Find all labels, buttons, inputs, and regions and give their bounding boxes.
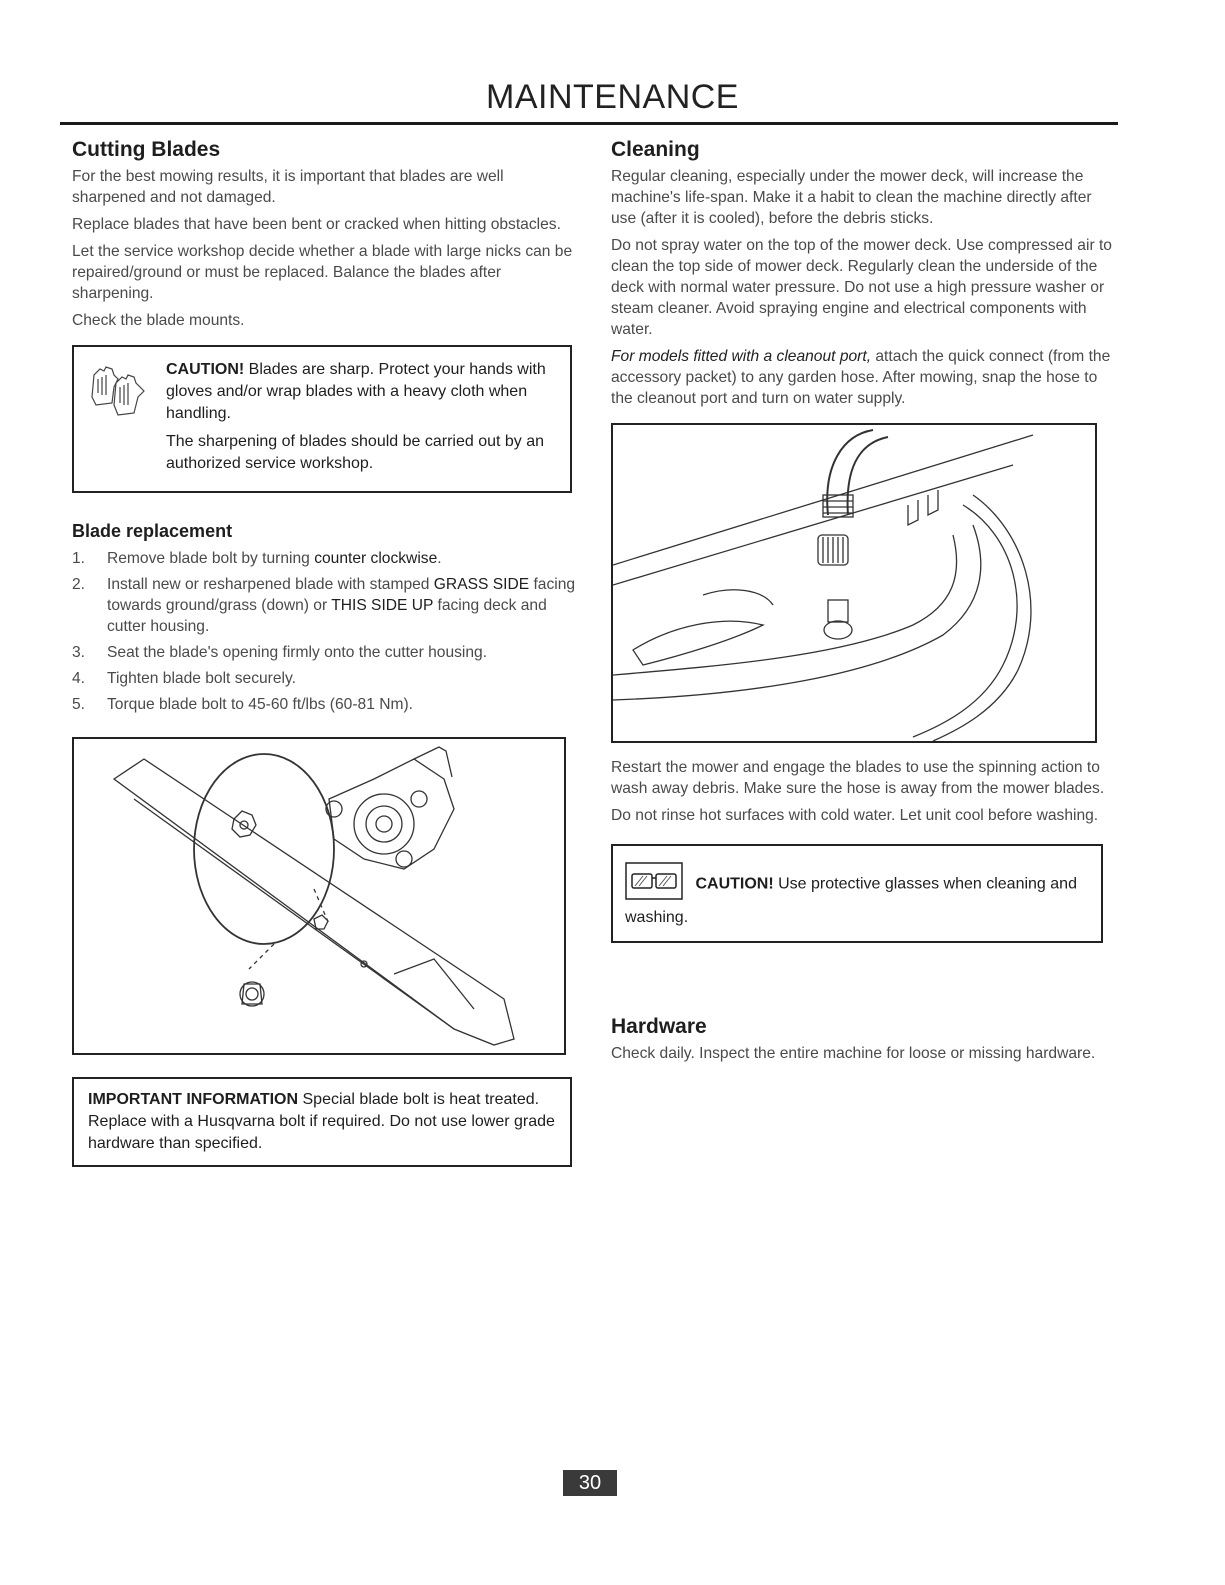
title-rule xyxy=(60,122,1118,125)
rinse-para: Do not rinse hot surfaces with cold water. Let unit cool before washing. xyxy=(611,807,1099,824)
page-number: 30 xyxy=(563,1470,617,1496)
cleanout-port-illustration xyxy=(611,423,1097,743)
important-label: IMPORTANT INFORMATION xyxy=(88,1091,299,1108)
glasses-caution-text: Use protective glasses when cleaning and washing. xyxy=(625,875,1077,926)
glasses-caution-box xyxy=(611,844,1103,943)
blade-replacement-steps xyxy=(72,548,577,715)
right-column xyxy=(611,138,1116,1070)
glasses-caution-label: CAUTION! xyxy=(695,875,774,893)
sharpening-note: The sharpening of blades should be carried out by an authorized service workshop. xyxy=(166,433,545,472)
gloves-caution-text: Blades are sharp. Protect your hands with gloves and/or wrap blades with a heavy cloth when handling. xyxy=(166,361,546,422)
cleanout-port-para xyxy=(611,346,1116,409)
cutting-blades-para-3: Let the service workshop decide whether a blade with large nicks can be repaired/ground or must be replaced. Balance the blades after sharpening. xyxy=(72,243,573,302)
cutting-blades-para-4: Check the blade mounts. xyxy=(72,312,245,329)
gloves-icon xyxy=(84,357,154,427)
cleaning-para-2: Do not spray water on the top of the mower deck. Use compressed air to clean the top side of mower deck. Regularly clean the underside of the deck with normal water pressure. Do not use a high pressure washer or steam cleaner. Avoid spraying engine and electrical components with water. xyxy=(611,237,1112,338)
cleanout-port-text: attach the quick connect (from the accessory packet) to any garden hose. After mowing, snap the hose to the cleanout port and turn on water supply. xyxy=(611,348,1111,407)
blade-assembly-illustration xyxy=(72,737,566,1055)
hardware-text: Check daily. Inspect the entire machine for loose or missing hardware. xyxy=(611,1045,1096,1062)
restart-para: Restart the mower and engage the blades to use the spinning action to wash away debris. Make sure the hose is away from the mower blades. xyxy=(611,759,1105,797)
gloves-caution-label: CAUTION! xyxy=(166,361,245,378)
cleaning-heading: Cleaning xyxy=(611,138,700,161)
cleanout-port-lead: For models fitted with a cleanout port, xyxy=(611,348,872,365)
cutting-blades-para-2: Replace blades that have been bent or cracked when hitting obstacles. xyxy=(72,216,561,233)
cleaning-para-1: Regular cleaning, especially under the mower deck, will increase the machine's life-span. Make it a habit to clean the machine directly after use (after it is cooled), before the debris sticks. xyxy=(611,168,1092,227)
step-item: 2. Install new or resharpened blade with stamped GRASS SIDE facing towards ground/grass (down) or THIS SIDE UP facing deck and cutter housing. xyxy=(72,576,576,635)
step-item: 3. Seat the blade's opening firmly onto the cutter housing. xyxy=(72,644,488,661)
hardware-heading: Hardware xyxy=(611,1015,707,1038)
step-item: 4. Tighten blade bolt securely. xyxy=(72,670,296,687)
step-item: 5. Torque blade bolt to 45-60 ft/lbs (60-81 Nm). xyxy=(72,696,413,713)
left-column xyxy=(72,138,577,1167)
cutting-blades-para-1: For the best mowing results, it is important that blades are well sharpened and not damaged. xyxy=(72,168,504,206)
step-item: 1. Remove blade bolt by turning counter clockwise. xyxy=(72,550,442,567)
gloves-caution-box xyxy=(72,345,572,493)
safety-glasses-icon xyxy=(625,862,683,907)
page-title: MAINTENANCE xyxy=(486,78,739,116)
cutting-blades-heading: Cutting Blades xyxy=(72,138,221,161)
important-text: Special blade bolt is heat treated. Replace with a Husqvarna bolt if required. Do not use lower grade hardware than specified. xyxy=(88,1091,555,1152)
important-information-box xyxy=(72,1077,572,1167)
blade-replacement-heading: Blade replacement xyxy=(72,521,233,541)
